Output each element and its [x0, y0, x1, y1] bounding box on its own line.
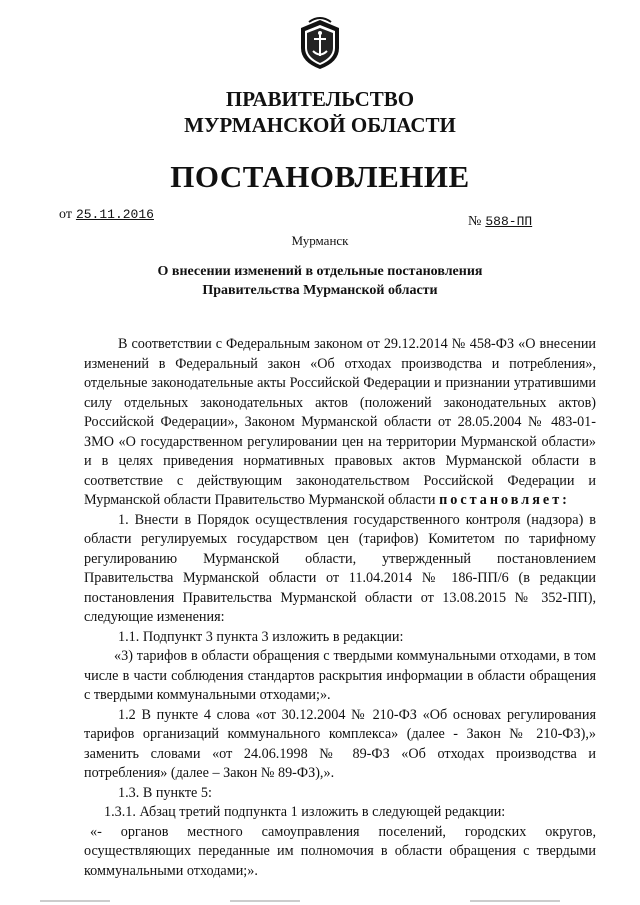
preamble-paragraph	[84, 335, 596, 511]
number-line	[468, 213, 546, 231]
org-name-line1: ПРАВИТЕЛЬСТВО	[225, 87, 415, 111]
number-prefix: №	[468, 214, 482, 229]
city: Мурманск	[291, 233, 349, 248]
item-1-2: 1.2 В пункте 4 слова «от 30.12.2004 № 210-ФЗ «Об основах регулирования тарифов организаций коммунального комплекса» (далее - Закон № 210-ФЗ),» заменить словами «от 24.06.1998 № 89-ФЗ «Об отходах производства и потребления» (далее – Закон № 89-ФЗ),».	[84, 706, 596, 781]
item-1-3-1: 1.3.1. Абзац третий подпункта 1 изложить в следующей редакции:	[104, 804, 506, 820]
item-1: 1. Внести в Порядок осуществления государственного контроля (надзора) в области регулируемых государством цен (тарифов) Комитетом по тарифному регулированию Мурманской области, утвержденный постановлением Правительства Мурманской области от 11.04.2014 № 186-ПП/6 (в редакции постановления Правительства Мурманской области от 13.08.2015 № 352-ПП), следующие изменения:	[84, 511, 596, 625]
date-line	[59, 206, 168, 224]
subject-line2: Правительства Мурманской области	[202, 283, 438, 298]
decree-word: постановляет:	[439, 492, 570, 508]
murmansk-coat-of-arms-icon	[297, 14, 343, 70]
org-name-line2: МУРМАНСКОЙ ОБЛАСТИ	[184, 113, 456, 137]
item-1-3-1-text: «- органов местного самоуправления поселений, городских округов, осуществляющих переданные им полномочия в области обращения с твердыми коммунальными отходами;».	[84, 823, 596, 879]
date-prefix: от	[59, 207, 72, 222]
date-value: 25.11.2016	[75, 207, 154, 222]
item-1-1: 1.1. Подпункт 3 пункта 3 изложить в редакции:	[118, 628, 404, 645]
number-value: 588-ПП	[485, 214, 533, 229]
document-body	[84, 335, 596, 881]
item-1-3: 1.3. В пункте 5:	[118, 784, 212, 801]
preamble-text: В соответствии с Федеральным законом от 29.12.2014 № 458-ФЗ «О внесении изменений в Федеральный закон «Об отходах производства и потребления», отдельные законодательные акты Российской Федерации и признании утратившими силу отдельных законодательных актов (положений законодательных актов) Российской Федерации», Законом Мурманской области от 28.05.2004 № 483-01-ЗМО «О государственном регулировании цен на территории Мурманской области» и в целях приведения нормативных правовых актов Мурманской области в соответствие с действующим законодательством Российской Федерации и Мурманской области Правительство Мурманской области	[84, 336, 596, 508]
item-1-1-text: «3) тарифов в области обращения с твердыми коммунальными отходами, в том числе в части соблюдения стандартов раскрытия информации в области обращения с твердыми коммунальными отходами;».	[84, 648, 596, 703]
footer-rule	[0, 895, 640, 905]
subject-line1: О внесении изменений в отдельные постановления	[157, 264, 483, 279]
document-type: ПОСТАНОВЛЕНИЕ	[170, 159, 470, 194]
